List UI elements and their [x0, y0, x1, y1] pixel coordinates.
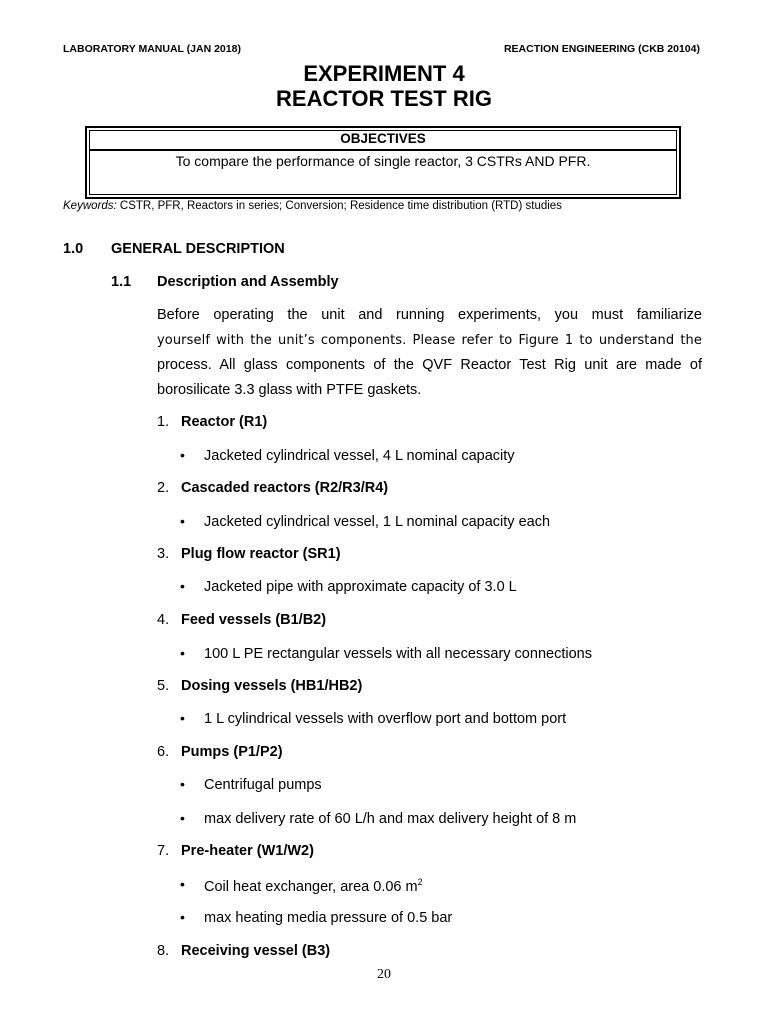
item-label: Reactor (R1)	[181, 414, 268, 430]
bullet-text: Jacketed pipe with approximate capacity of 3.0 L	[204, 579, 517, 595]
paragraph-line: borosilicate 3.3 glass with PTFE gaskets.	[157, 382, 422, 398]
bullet-text-main: Coil heat exchanger, area 0.06 m	[204, 879, 418, 895]
keywords-text: CSTR, PFR, Reactors in series; Conversion; Residence time distribution (RTD) studies	[116, 200, 562, 212]
section-title: GENERAL DESCRIPTION	[111, 241, 285, 257]
item-label: Plug flow reactor (SR1)	[181, 546, 341, 562]
bullet-text: max heating media pressure of 0.5 bar	[204, 910, 453, 926]
bullet-text: 100 L PE rectangular vessels with all necessary connections	[204, 646, 592, 662]
bullet-icon: •	[180, 710, 185, 726]
subsection-title: Description and Assembly	[157, 274, 339, 290]
paragraph-line: yourself with the unit’s components. Please refer to Figure 1 to understand the	[157, 333, 702, 348]
bullet-text	[204, 877, 423, 895]
item-number: 2.	[157, 480, 170, 496]
running-header-right: REACTION ENGINEERING (CKB 20104)	[503, 43, 700, 55]
bullet-icon: •	[180, 447, 185, 463]
objectives-text: To compare the performance of single reactor, 3 CSTRs AND PFR.	[175, 153, 591, 169]
bullet-icon: •	[180, 909, 185, 925]
keywords-line	[63, 200, 562, 212]
paragraph-line: process. All glass components of the QVF Reactor Test Rig unit are made of	[157, 357, 702, 373]
bullet-text: Centrifugal pumps	[204, 777, 322, 793]
item-label: Feed vessels (B1/B2)	[181, 612, 327, 628]
bullet-icon: •	[180, 645, 185, 661]
page-number: 20	[377, 967, 391, 982]
experiment-title: EXPERIMENT 4	[303, 61, 465, 86]
experiment-subtitle: REACTOR TEST RIG	[276, 86, 492, 111]
objectives-divider	[89, 149, 677, 151]
item-label: Receiving vessel (B3)	[181, 943, 331, 959]
item-number: 8.	[157, 943, 170, 959]
item-number: 1.	[157, 414, 170, 430]
item-number: 5.	[157, 678, 170, 694]
item-number: 3.	[157, 546, 170, 562]
subsection-number: 1.1	[111, 274, 132, 290]
bullet-text: Jacketed cylindrical vessel, 4 L nominal capacity	[204, 448, 515, 464]
bullet-text: 1 L cylindrical vessels with overflow port and bottom port	[204, 711, 567, 727]
running-header-left: LABORATORY MANUAL (JAN 2018)	[63, 43, 241, 55]
paragraph-line: Before operating the unit and running experiments, you must familiarize	[157, 307, 702, 323]
item-label: Dosing vessels (HB1/HB2)	[181, 678, 363, 694]
bullet-text: Jacketed cylindrical vessel, 1 L nominal capacity each	[204, 514, 551, 530]
section-number: 1.0	[63, 241, 84, 257]
superscript: 2	[417, 877, 423, 887]
item-number: 4.	[157, 612, 170, 628]
item-label: Pumps (P1/P2)	[181, 744, 283, 760]
description-paragraph	[157, 303, 702, 403]
objectives-heading: OBJECTIVES	[340, 131, 426, 146]
bullet-text: max delivery rate of 60 L/h and max delivery height of 8 m	[204, 811, 577, 827]
item-number: 7.	[157, 843, 170, 859]
item-label: Cascaded reactors (R2/R3/R4)	[181, 480, 389, 496]
bullet-icon: •	[180, 578, 185, 594]
item-label: Pre-heater (W1/W2)	[181, 843, 314, 859]
bullet-icon: •	[180, 513, 185, 529]
bullet-icon: •	[180, 876, 185, 892]
keywords-label: Keywords:	[63, 200, 117, 212]
item-number: 6.	[157, 744, 170, 760]
bullet-icon: •	[180, 776, 185, 792]
bullet-icon: •	[180, 810, 185, 826]
